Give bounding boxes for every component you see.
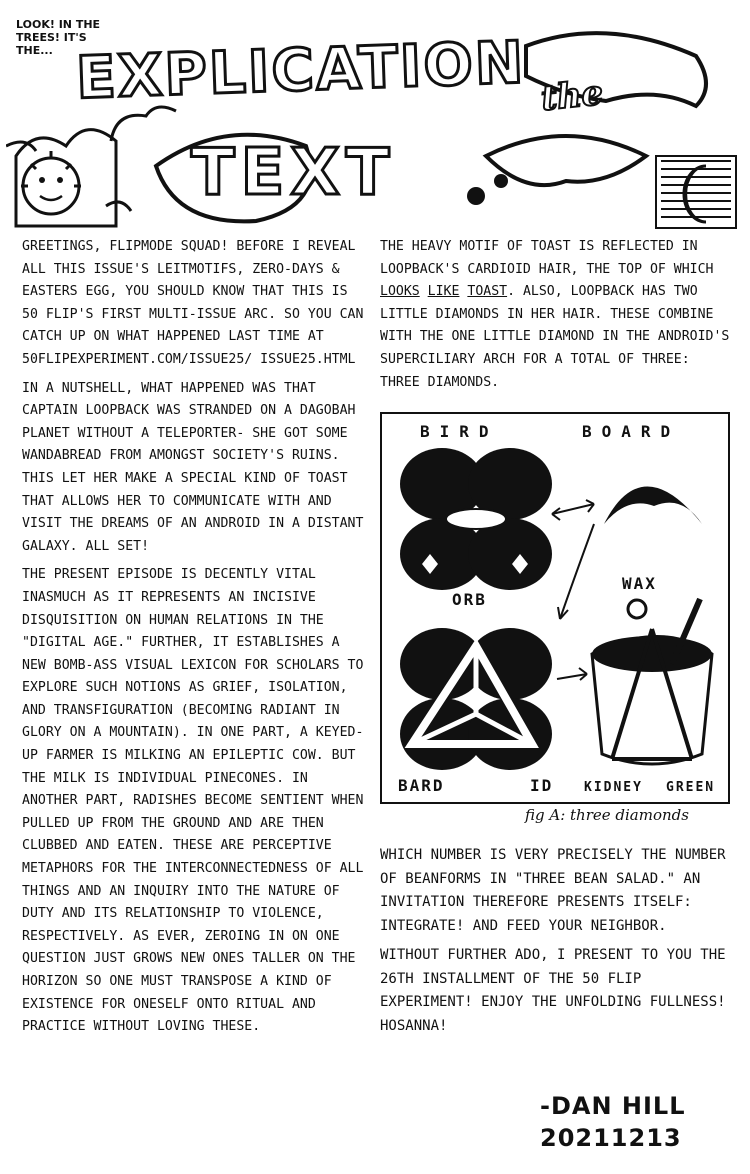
signature-date: 20211213 xyxy=(540,1124,682,1152)
right-column-top xyxy=(380,236,730,400)
right-paragraph-3: WITHOUT FURTHER ADO, I PRESENT TO YOU THE 26TH INSTALLMENT OF THE 50 FLIP EXPERIMENT! ENJOY THE UNFOLDING FULLNESS! HOSANNA! xyxy=(380,947,726,1034)
bird-blob xyxy=(400,448,552,590)
signature xyxy=(540,1090,686,1154)
wax-pot xyxy=(592,599,712,764)
board-arch xyxy=(604,462,702,524)
label-id: ID xyxy=(530,776,554,795)
left-paragraph-1: GREETINGS, FLIPMODE SQUAD! BEFORE I REVEAL ALL THIS ISSUE'S LEITMOTIFS, ZERO-DAYS & EASTERS EGG, YOU SHOULD KNOW THAT THIS IS 50 FLIP'S FIRST MULTI-ISSUE ARC. SO YOU CAN CATCH UP ON WHAT HAPPENED LAST TIME AT 50FLIPEXPERIMENT.COM/ISSUE25/ ISSUE25.HTML xyxy=(22,239,364,367)
orb-blob xyxy=(400,628,552,770)
left-paragraph-3: THE PRESENT EPISODE IS DECENTLY VITAL INASMUCH AS IT REPRESENTS AN INCISIVE DISQUISITION ON HUMAN RELATIONS IN THE "DIGITAL AGE." FURTHER, IT ESTABLISHES A NEW BOMB-ASS VISUAL LEXICON FOR SCHOLARS TO EXPLORE SUCH NOTIONS AS GRIEF, ISOLATION, AND TRANSFIGURATION (BECOMING RADIANT IN GLORY ON A MOUNTAIN). IN ONE PART, A KEYED-UP FARMER IS MILKING AN EPILEPTIC COW. BUT THE MILK IS INDIVIDUAL PINECONES. IN ANOTHER PART, RADISHES BECOME SENTIENT WHEN PULLED UP FROM THE GROUND AND ARE THEN CLUBBED AND EATEN. THESE ARE PERCEPTIVE METAPHORS FOR THE INTERCONNECTEDNESS OF ALL THINGS AND AN INQUIRY INTO THE NATURE OF DUTY AND ITS RELATIONSHIP TO VIOLENCE, RESPECTIVELY. AS EVER, ZEROING IN ON ONE QUESTION JUST GROWS NEW ONES TALLER ON THE HORIZON SO ONE MUST TRANSPOSE A KIND OF EXISTENCE FOR ONESELF ONTO RITUAL AND PRACTICE WITHOUT LOVING THESE. xyxy=(22,567,364,1035)
right-p1-text-a: THE HEAVY MOTIF OF TOAST IS REFLECTED IN LOOPBACK'S CARDIOID HAIR, THE TOP OF WHICH xyxy=(380,239,714,277)
underlined-toast: TOAST xyxy=(467,284,508,300)
moon-face-icon xyxy=(656,156,736,228)
right-p1-space-1 xyxy=(420,284,428,299)
right-paragraph-1 xyxy=(380,236,730,394)
banner-title-text: TEXT xyxy=(191,136,396,210)
label-orb: ORB xyxy=(452,590,487,609)
banner-title-the: the xyxy=(539,72,605,120)
right-column-bottom xyxy=(380,844,730,1044)
right-p1-text-d: . ALSO, LOOPBACK HAS TWO LITTLE DIAMONDS IN HER HAIR. THESE COMBINE WITH THE ONE LITTLE DIAMOND IN THE ANDROID'S SUPERCILIARY ARCH FOR A TOTAL OF THREE: THREE DIAMONDS. xyxy=(380,284,730,390)
label-green: GREEN xyxy=(666,780,716,795)
underlined-looks: LOOKS xyxy=(380,284,420,300)
label-kidney: KIDNEY xyxy=(584,780,643,795)
label-bard: BARD xyxy=(398,776,445,795)
label-board: BOARD xyxy=(582,422,681,441)
right-paragraph-2: WHICH NUMBER IS VERY PRECISELY THE NUMBER OF BEANFORMS IN "THREE BEAN SALAD." AN INVITATION THEREFORE PRESENTS ITSELF: INTEGRATE! AND FEED YOUR NEIGHBOR. xyxy=(380,847,726,934)
label-wax: WAX xyxy=(622,574,657,593)
figure-drawing xyxy=(382,414,728,802)
figure-three-diamonds xyxy=(380,412,730,804)
left-paragraph-2: IN A NUTSHELL, WHAT HAPPENED WAS THAT CAPTAIN LOOPBACK WAS STRANDED ON A DAGOBAH PLANET WITHOUT A TELEPORTER- SHE GOT SOME WANDABREAD FROM AMONGST SOCIETY'S RUINS. THIS LET HER MAKE A SPECIAL KIND OF TOAST THAT ALLOWS HER TO COMMUNICATE WITH AND VISIT THE DREAMS OF AN ANDROID IN A DISTANT GALAXY. ALL SET! xyxy=(22,380,364,554)
banner-intro: LOOK! IN THE TREES! IT'S THE... xyxy=(16,18,101,57)
left-column xyxy=(22,236,367,1045)
underlined-like: LIKE xyxy=(427,284,460,300)
banner-title-main: EXPLICATION xyxy=(74,28,527,112)
figure-caption: fig A: three diamonds xyxy=(525,806,689,824)
signature-name: -DAN HILL xyxy=(540,1092,686,1120)
label-bird: BIRD xyxy=(420,422,499,441)
title-banner xyxy=(6,6,744,234)
